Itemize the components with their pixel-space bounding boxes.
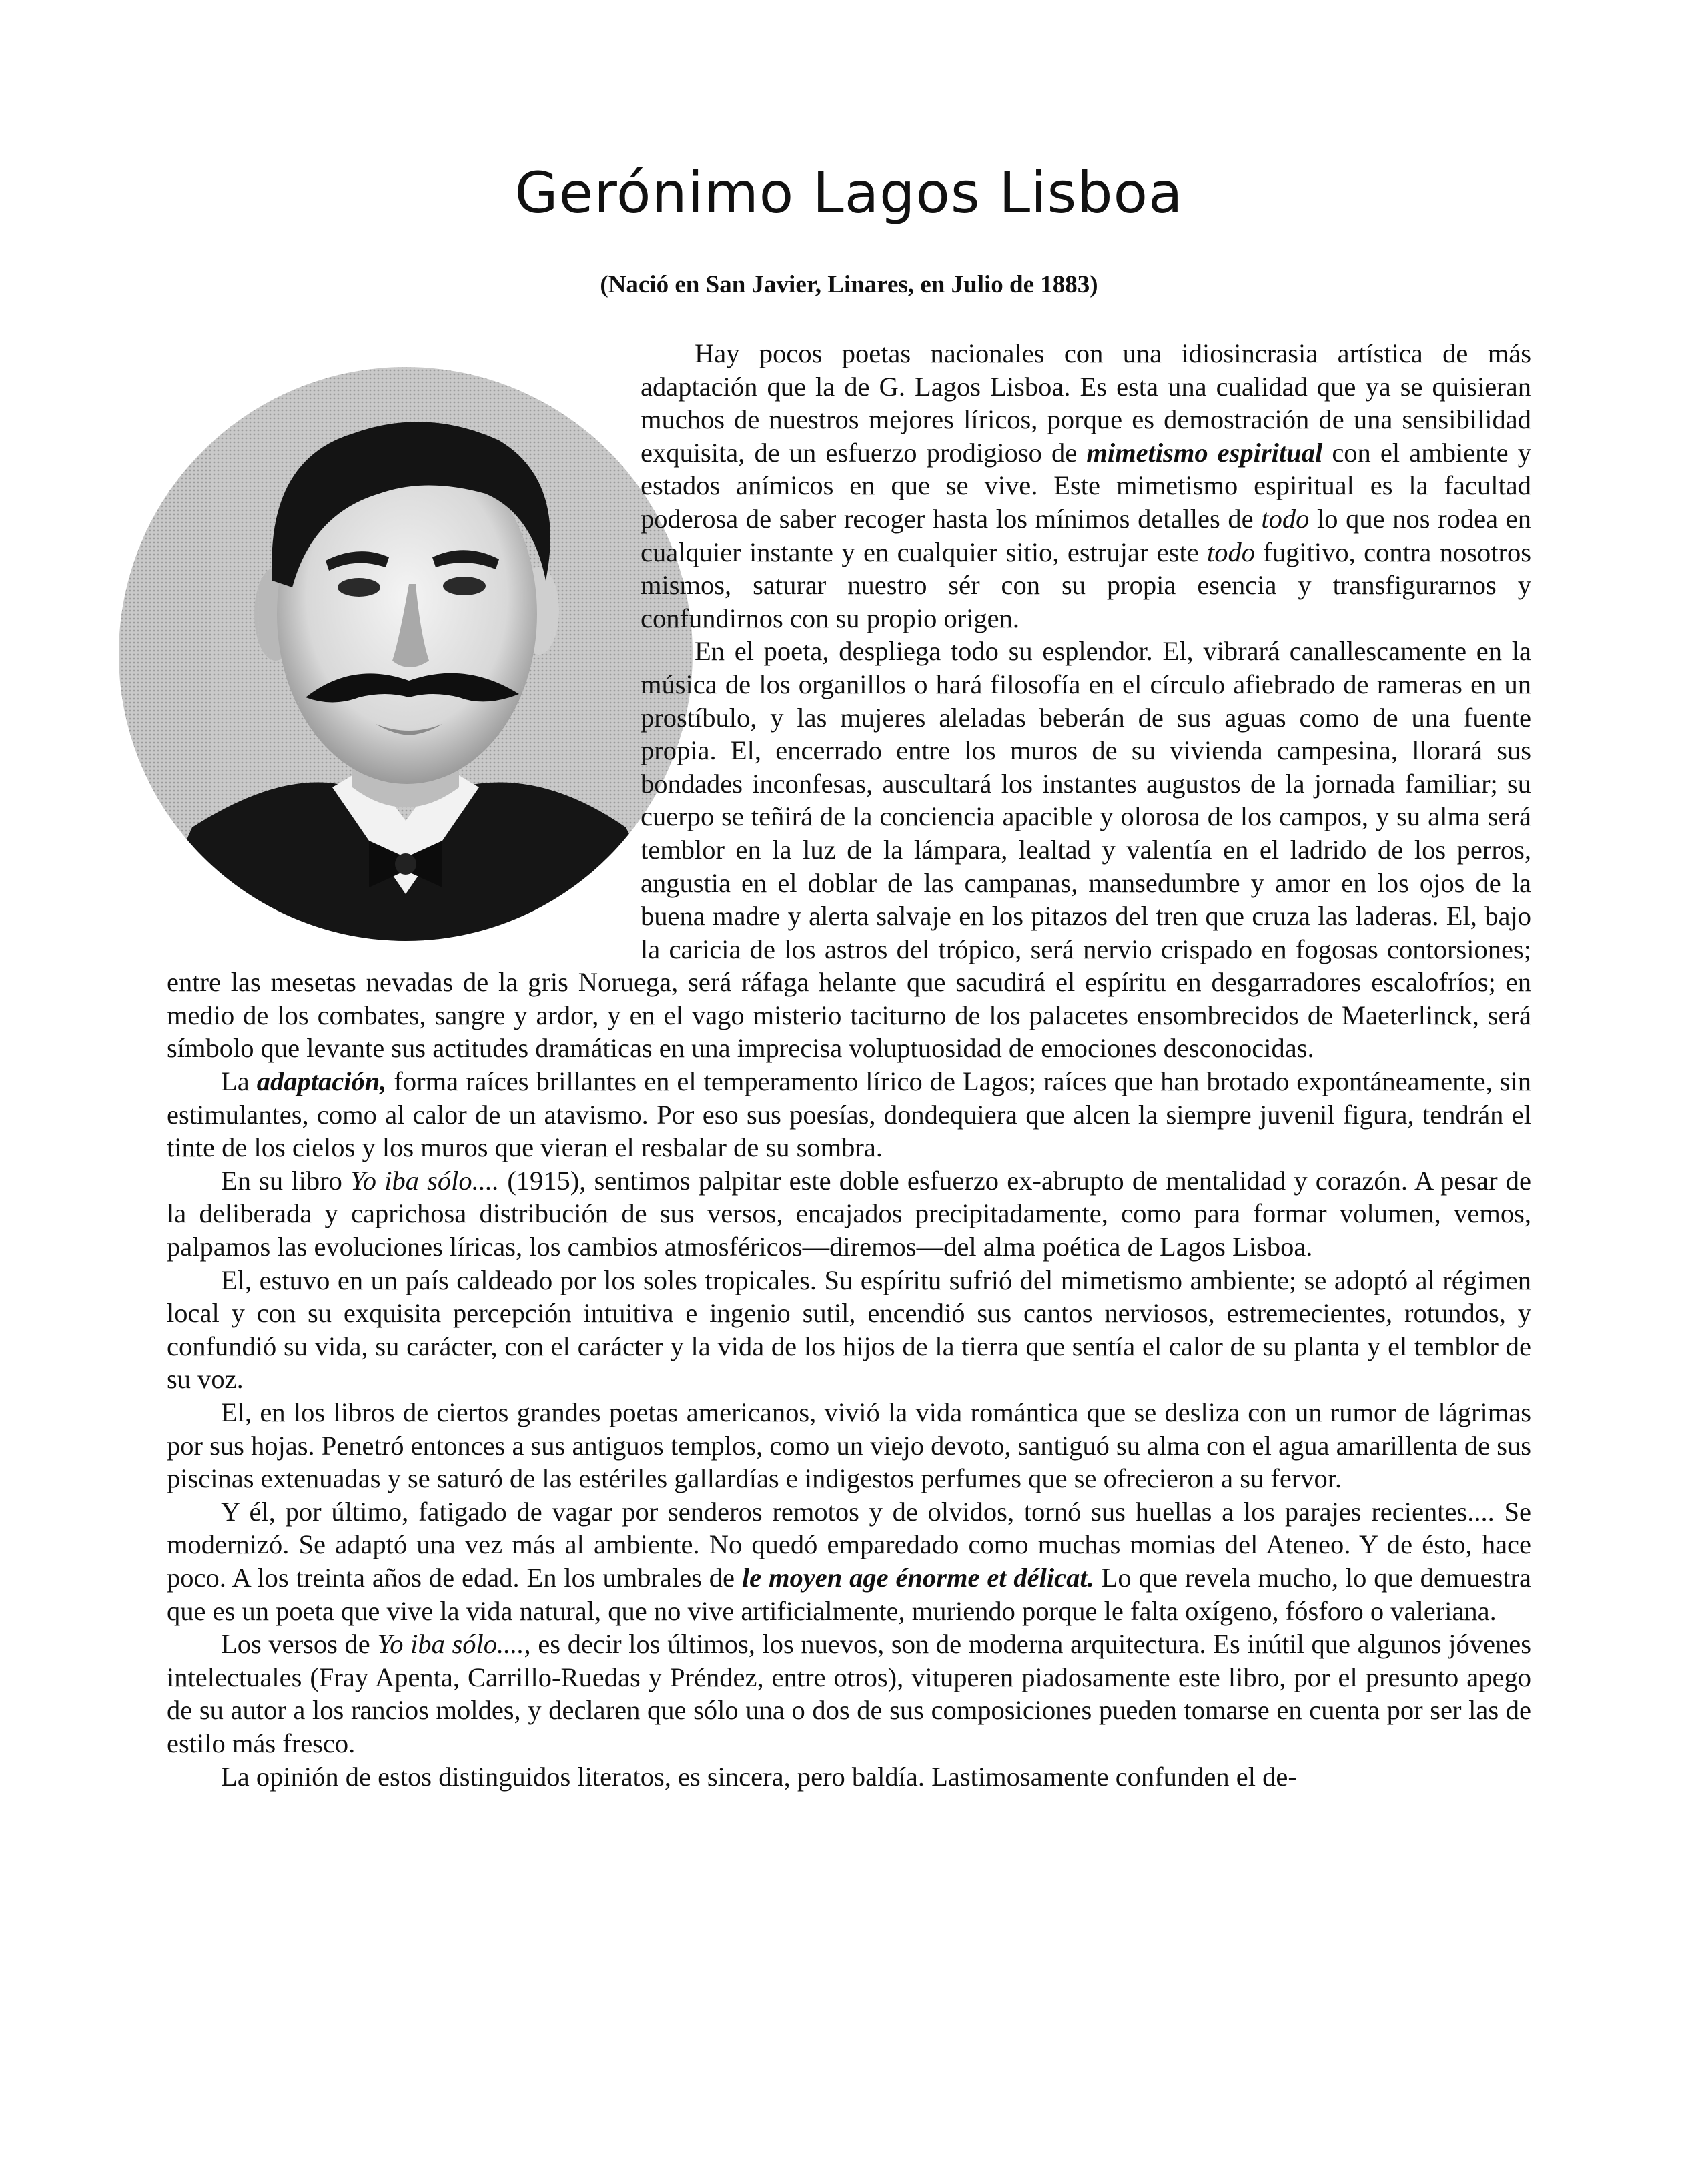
paragraph-9 bbox=[167, 1760, 1531, 1794]
text-run: Lo que revela mucho, lo que demuestra que es un poeta que vive la vida natural, que no vive artificialmente, muriendo porque le falta oxígeno, fósforo o valeriana. bbox=[167, 1562, 1531, 1626]
text-run: En el poeta, despliega todo su esplendor. El, vibrará canallescamente en la música de los organillos o hará filosofía en el círculo afiebrado de rameras en un prostíbulo, y las mujeres aleladas beberán de sus aguas como de una fuente propia. El, encerrado entre los muros de su vivienda campesina, llorará sus bondades inconfesas, auscultará los instantes augustos de la jornada familiar; su cuerpo se teñirá de la conciencia apacible y olorosa de los campos, y su alma será temblor en la luz de la lámpara, lealtad y valentía en el ladrido de los perros, angustia en el doblar de las campanas, mansedumbre y amor en los ojos de la buena madre y alerta salvaje en los pitazos del tren que cruza las laderas. El, bajo la caricia de los astros del trópico, será nervio crispado en fogosas contorsiones; entre las mesetas nevadas de la gris Noruega, será ráfaga helante que sacudirá el espíritu en desgarradores escalofríos; en medio de los combates, sangre y ardor, y en el vago misterio taciturno de los palacetes ensombrecidos de Maeterlinck, será símbolo que levante sus actitudes dramáticas en una imprecisa voluptuosidad de emociones desconocidas. bbox=[167, 636, 1531, 1064]
portrait-text-wrap bbox=[93, 337, 641, 954]
text-run: mimetismo espiritual bbox=[1086, 437, 1323, 468]
text-run: El, en los libros de ciertos grandes poetas americanos, vivió la vida romántica que se desliza con un rumor de lágrimas por sus hojas. Penetró entonces a sus antiguos templos, como un viejo devoto, santiguó su alma con el agua amarillenta de sus piscinas extenuadas y se saturó de las estériles gallardías e indigestos perfumes que se ofrecieron a su fervor. bbox=[167, 1397, 1531, 1494]
paragraph-7 bbox=[167, 1495, 1531, 1627]
text-run: Los versos de bbox=[221, 1629, 378, 1660]
text-run: le moyen age énorme et délicat. bbox=[741, 1562, 1094, 1593]
paragraph-6 bbox=[167, 1396, 1531, 1495]
text-run: todo bbox=[1261, 503, 1310, 534]
text-run: fugitivo, contra nosotros mismos, saturar nuestro sér con su propia esencia y transfigurarnos y confundirnos con su propio origen. bbox=[641, 536, 1531, 633]
text-run: Y él, por último, fatigado de vagar por senderos remotos y de olvidos, tornó sus huellas a los parajes recientes.... Se modernizó. Se adaptó una vez más al ambiente. No quedó emparedado como muchas momias del Ateneo. Y de ésto, hace poco. A los treinta años de edad. En los umbrales de bbox=[167, 1496, 1531, 1593]
text-run: La bbox=[221, 1066, 257, 1097]
paragraph-8 bbox=[167, 1627, 1531, 1760]
paragraph-3 bbox=[167, 1065, 1531, 1164]
text-run: Hay pocos poetas nacionales con una idiosincrasia artística de más adaptación que la de G. Lagos Lisboa. Es esta una cualidad que ya se quisieran muchos de nuestros mejores líricos, porque es demostración de una sensibilidad exquisita, de un esfuerzo prodigioso de bbox=[641, 338, 1531, 468]
text-run: , es decir los últimos, los nuevos, son de moderna arquitectura. Es inútil que algunos jóvenes intelectuales (Fray Apenta, Carrillo-Ruedas y Préndez, entre otros), vituperen piadosamente este libro, por el presunto apego de su autor a los rancios moldes, y declaren que sólo una o dos de sus composiciones pueden tomarse en cuenta por ser las de estilo más fresco. bbox=[167, 1629, 1531, 1758]
paragraph-4 bbox=[167, 1164, 1531, 1264]
text-run: (1915), sentimos palpitar este doble esfuerzo ex-abrupto de mentalidad y corazón. A pesar de la deliberada y caprichosa distribución de sus versos, encajados precipitadamente, como para formar volumen, vemos, palpamos las evoluciones líricas, los cambios atmosféricos—diremos—del alma poética de Lagos Lisboa. bbox=[167, 1165, 1531, 1262]
text-run: Yo iba sólo.... bbox=[377, 1629, 524, 1660]
text-run: Yo iba sólo.... bbox=[350, 1165, 500, 1196]
page-title: Gerónimo Lagos Lisboa bbox=[514, 160, 1184, 226]
text-run: El, estuvo en un país caldeado por los soles tropicales. Su espíritu sufrió del mimetismo ambiente; se adoptó al régimen local y con su exquisita percepción intuitiva e ingenio sutil, encendió sus cantos nerviosos, estremecientes, rotundos, y confundió su vida, su carácter, con el carácter y la vida de los hijos de la tierra que sentía el calor de su planta y el temblor de su voz. bbox=[167, 1264, 1531, 1395]
text-run: todo bbox=[1207, 536, 1256, 567]
text-run: forma raíces brillantes en el temperamento lírico de Lagos; raíces que han brotado expontáneamente, sin estimulantes, como al calor de un atavismo. Por eso sus poesías, dondequiera que alcen la siempre juvenil figura, tendrán el tinte de los cielos y los muros que vieran el resbalar de su sombra. bbox=[167, 1066, 1531, 1163]
text-run: con el ambiente y estados anímicos en que se vive. Este mimetismo espiritual es la facultad poderosa de saber recoger hasta los mínimos detalles de bbox=[641, 437, 1532, 534]
text-run: lo que nos rodea en cualquier instante y en cualquier sitio, estrujar este bbox=[641, 503, 1531, 567]
page-subtitle: (Nació en San Javier, Linares, en Julio de 1883) bbox=[600, 271, 1098, 298]
text-run: La opinión de estos distinguidos literatos, es sincera, pero baldía. Lastimosamente confunden el de- bbox=[221, 1761, 1297, 1792]
text-run: En su libro bbox=[221, 1165, 350, 1196]
paragraph-5 bbox=[167, 1264, 1531, 1396]
text-run: adaptación, bbox=[256, 1066, 387, 1097]
article-body bbox=[167, 337, 1531, 1793]
